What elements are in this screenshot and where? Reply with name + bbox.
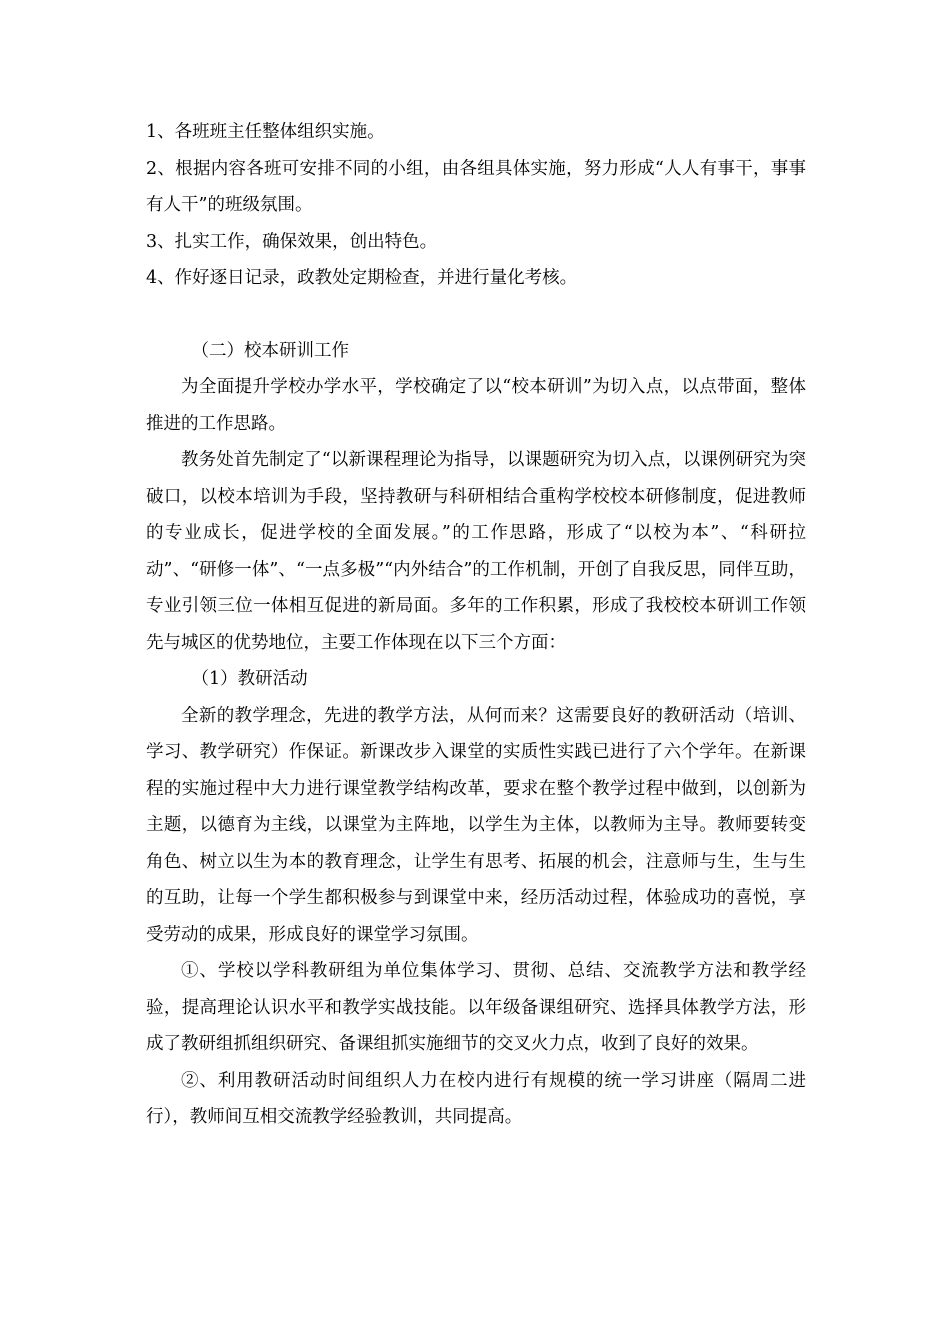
section-gap [146,297,806,333]
list-item-3: 3、扎实工作，确保效果，创出特色。 [146,231,438,252]
list-item-1: 1、各班班主任整体组织实施。 [146,122,385,142]
document-page [146,114,806,1136]
list-item-4: 4、作好逐日记录，政教处定期检查，并进行量化考核。 [146,268,578,288]
section-body: 教务处首先制定了“以新课程理论为指导，以课题研究为切入点，以课例研究为突破口，以校本培训为手段，坚持教研与科研相结合重构学校校本研修制度，促进教师的专业成长，促进学校的全面发展。”的工作思路，形成了“以校为本”、“科研拉动”、“研修一体”、“一点多极”“内外结合”的工作机制，开创了自我反思，同伴互助，专业引领三位一体相互促进的新局面。多年的工作积累，形成了我校校本研训工作领先与城区的优势地位，主要工作体现在以下三个方面： [146,450,806,653]
subsection-heading: （1）教研活动 [191,669,308,689]
subsection-point-1: ①、学校以学科教研组为单位集体学习、贯彻、总结、交流教学方法和教学经验，提高理论认识水平和教学实战技能。以年级备课组研究、选择具体教学方法，形成了教研组抓组织研究、备课组抓实施细节的交叉火力点，收到了良好的效果。 [146,961,806,1054]
subsection-body: 全新的教学理念，先进的教学方法，从何而来？这需要良好的教研活动（培训、学习、教学研究）作保证。新课改步入课堂的实质性实践已进行了六个学年。在新课程的实施过程中大力进行课堂教学结构改革，要求在整个教学过程中做到，以创新为主题，以德育为主线，以课堂为主阵地，以学生为主体，以教师为主导。教师要转变角色、树立以生为本的教育理念，让学生有思考、拓展的机会，注意师与生，生与生的互助，让每一个学生都积极参与到课堂中来，经历活动过程，体验成功的喜悦，享受劳动的成果，形成良好的课堂学习氛围。 [146,705,806,945]
subsection-point-2: ②、利用教研活动时间组织人力在校内进行有规模的统一学习讲座（隔周二进行），教师间互相交流教学经验教训，共同提高。 [146,1070,806,1127]
list-item-2: 2、根据内容各班可安排不同的小组，由各组具体实施，努力形成“人人有事干，事事有人干”的班级氛围。 [146,158,806,215]
section-intro: 为全面提升学校办学水平，学校确定了以“校本研训”为切入点，以点带面，整体推进的工作思路。 [146,377,806,434]
section-heading: （二）校本研训工作 [191,340,349,361]
